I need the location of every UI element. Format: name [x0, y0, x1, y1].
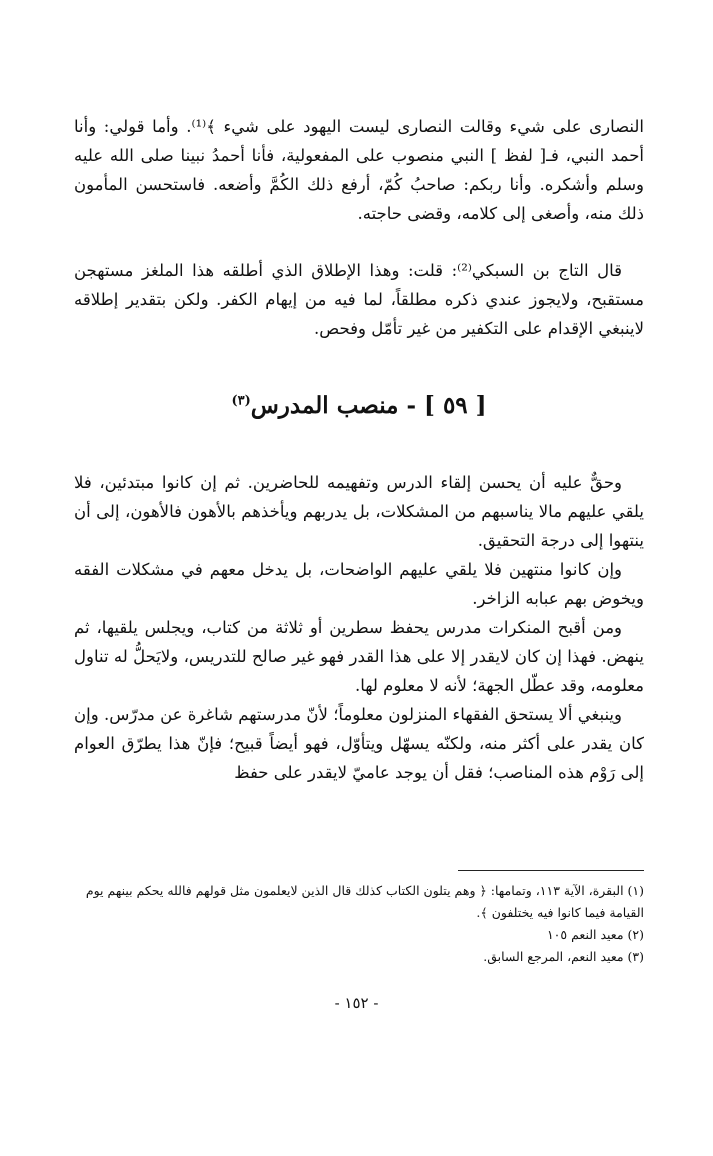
footnote: (٣) معيد النعم، المرجع السابق. [483, 949, 644, 964]
section-heading [74, 392, 644, 419]
text-block-top [74, 112, 644, 228]
heading-footnote-ref: (٣) [231, 393, 251, 409]
heading-text: [ ٥٩ ] - منصب المدرس [250, 392, 487, 419]
footnote: (٢) معيد النعم ١٠٥ [546, 927, 644, 942]
footnotes [74, 880, 644, 968]
text-block-quote [74, 256, 644, 343]
footnote: (١) البقرة، الآية ١١٣، وتمامها: ﴿ وهم يتلون الكتاب كذلك قال الذين لايعلمون مثل قولهم فالله يحكم بينهم يوم القيامة فيما كانوا فيه يختلفون ﴾. [85, 883, 644, 920]
page-number: - ١٥٢ - [334, 994, 379, 1012]
paragraph: قال التاج بن السبكي⁽²⁾: قلت: وهذا الإطلاق الذي أطلقه هذا الملغز مستهجن مستقبح، ولايجوز عندي ذكره مطلقاً، لما فيه من إيهام الكفر. ولكن بتقدير إطلاقه لاينبغي الإقدام على التكفير من غير تأمّل وفحص. [74, 261, 644, 338]
paragraph: وينبغي ألا يستحق الفقهاء المنزلون معلوماً؛ لأنّ مدرستهم شاغرة عن مدرّس. وإن كان يقدر على أكثر منه، ولكنّه يسهّل ويتأوّل، فهو أيضاً قبيح؛ فإنّ هذا يطرّق العوام إلى رَوْم هذه المناصب؛ فقل أن يوجد عاميّ لايقدر على حفظ [74, 705, 644, 782]
paragraph: ومن أقبح المنكرات مدرس يحفظ سطرين أو ثلاثة من كتاب، ويجلس يلقيها، ثم ينهض. فهذا إن كان لايقدر إلا على هذا القدر فهو غير صالح للتدريس، ولايَحلُّ له تناول معلومه، وقد عطّل الجهة؛ لأنه لا معلوم لها. [74, 618, 644, 695]
paragraph: النصارى على شيء وقالت النصارى ليست اليهود على شيء ﴾⁽¹⁾. وأما قولي: وأنا أحمد النبي، فـ[ لفظ ] النبي منصوب على المفعولية، فأنا أحمدُ نبينا صلى الله عليه وسلم وأشكره. وأنا ربكم: صاحبُ كُمّ، أرفع ذلك الكُمَّ وأضعه. فاستحسن المأمون ذلك منه، وأصغى إلى كلامه، وقضى حاجته. [74, 117, 644, 223]
footnote-divider [458, 870, 644, 871]
paragraph: وإن كانوا منتهين فلا يلقي عليهم الواضحات، بل يدخل معهم في مشكلات الفقه ويخوض بهم عبابه الزاخر. [74, 560, 644, 608]
text-block-main [74, 468, 644, 787]
paragraph: وحقٌّ عليه أن يحسن إلقاء الدرس وتفهيمه للحاضرين. ثم إن كانوا مبتدئين، فلا يلقي عليهم مالا يناسبهم من المشكلات، بل يدربهم ويأخذهم بالأهون فالأهون، إلى أن ينتهوا إلى درجة التحقيق. [74, 473, 644, 550]
